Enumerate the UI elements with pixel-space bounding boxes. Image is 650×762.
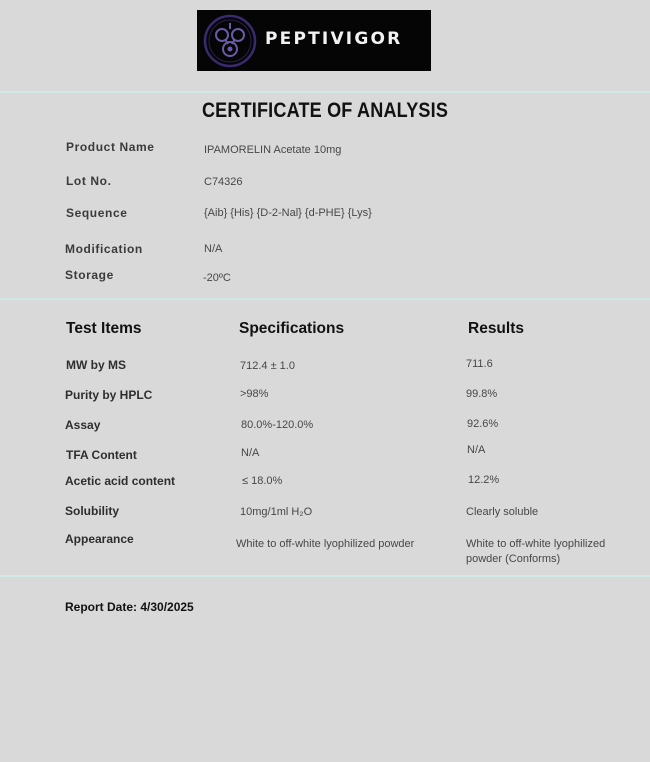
spec-value: ≤ 18.0% (242, 475, 283, 487)
test-item-label: MW by MS (66, 358, 126, 372)
spec-value: >98% (240, 388, 269, 400)
test-item-label: Acetic acid content (65, 474, 176, 488)
spec-value: 712.4 ± 1.0 (240, 360, 295, 372)
brand-logo (197, 10, 431, 71)
header-specifications: Specifications (239, 320, 345, 337)
product-name-value: IPAMORELIN Acetate 10mg (204, 144, 342, 156)
test-item-label: Appearance (65, 532, 134, 546)
lot-no-label: Lot No. (66, 174, 112, 188)
lot-no-value: C74326 (204, 176, 243, 188)
spec-value: 10mg/1ml H₂O (240, 506, 313, 518)
result-value: White to off-white lyophilized powder (Conforms) (466, 538, 606, 565)
header-test-items: Test Items (66, 320, 142, 337)
sequence-value: {Aib} {His} {D-2-Nal} {d-PHE} {Lys} (204, 207, 372, 219)
divider (0, 298, 650, 300)
storage-label: Storage (65, 268, 114, 282)
divider (0, 575, 650, 577)
result-value: Clearly soluble (466, 506, 539, 518)
test-item-label: Assay (65, 418, 101, 432)
test-item-label: TFA Content (66, 448, 137, 462)
spec-value: 80.0%-120.0% (241, 419, 314, 431)
brand-name: PEPTIVIGOR (265, 29, 403, 49)
result-value: 12.2% (468, 474, 500, 486)
sequence-label: Sequence (66, 206, 128, 220)
storage-value: -20ºC (203, 272, 231, 284)
spec-value: White to off-white lyophilized powder (236, 538, 415, 550)
result-value: N/A (467, 444, 486, 456)
divider (0, 91, 650, 93)
page-title: CERTIFICATE OF ANALYSIS (201, 99, 449, 122)
molecule-icon (202, 13, 260, 69)
spec-value: N/A (241, 447, 260, 459)
result-value: 92.6% (467, 418, 499, 430)
test-item-label: Solubility (65, 504, 119, 518)
result-value: 711.6 (466, 358, 493, 370)
modification-label: Modification (65, 242, 143, 256)
header-results: Results (468, 320, 524, 337)
report-date: Report Date: 4/30/2025 (65, 600, 194, 614)
test-item-label: Purity by HPLC (65, 388, 153, 402)
product-name-label: Product Name (66, 140, 155, 154)
result-value: 99.8% (466, 388, 498, 400)
modification-value: N/A (204, 243, 223, 255)
